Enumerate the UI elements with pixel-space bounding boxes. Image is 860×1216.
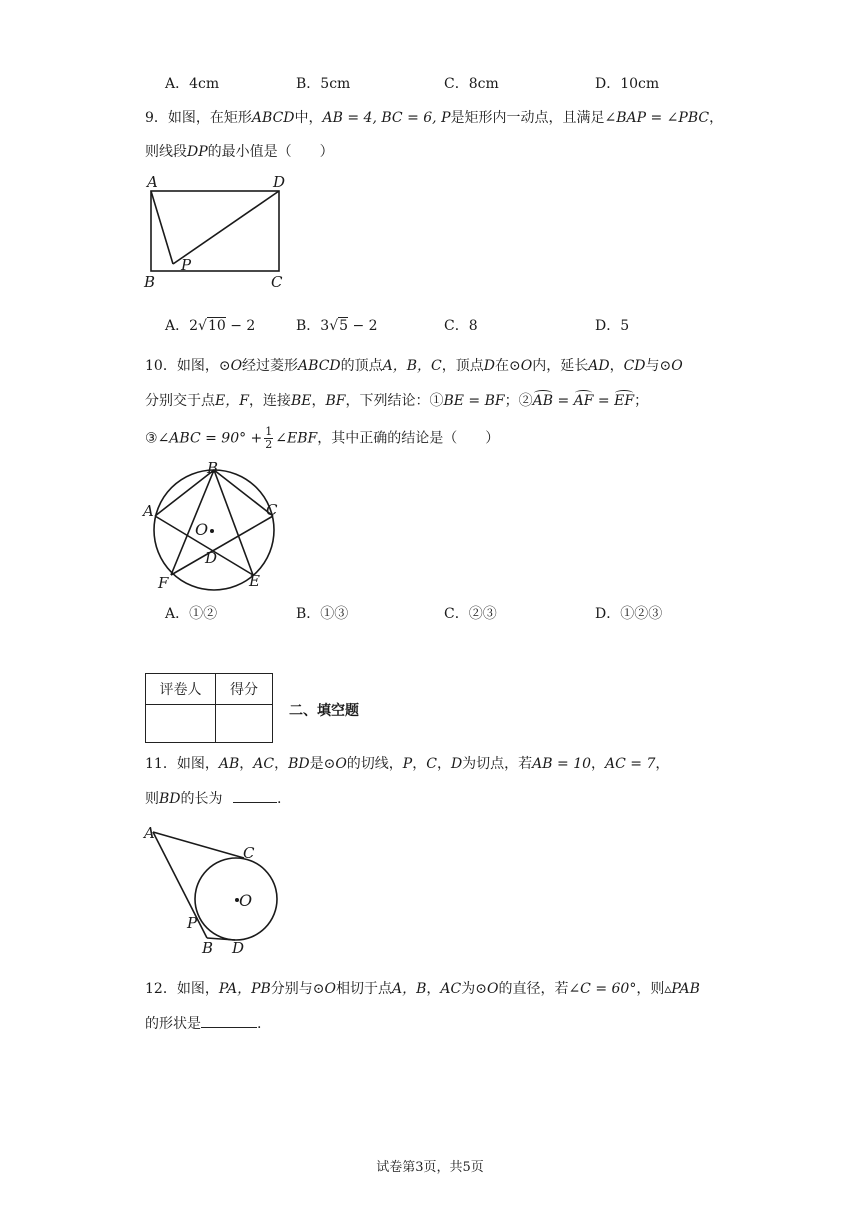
q11-ab: AB [218,756,240,772]
q10-label-c: C [266,501,278,519]
q9-segment-ap [151,191,173,264]
q10-conclusion-1: BE = BF [443,393,505,409]
q11-ac: AC [253,756,275,772]
q10-text: 与⊙ [645,358,672,374]
q11-p: P [402,756,413,772]
q11-label-b: B [202,939,214,957]
score-table-grader-header: 评卷人 [146,674,216,705]
q12-ac: AC [440,981,462,997]
q10-rhombus: ABCD [298,358,341,374]
q11-text: 是⊙ [309,756,336,772]
page-footer: 试卷第3页，共5页 [376,1160,484,1175]
q12-text: 为⊙ [461,981,487,997]
q10-text: 经过菱形 [242,358,299,374]
q10-be: BE [290,393,312,409]
q9-option-a: A．2√10 − 2 [165,318,256,334]
q10-ef: E，F [215,393,249,409]
q9-text: 的最小值是（ ） [207,144,334,160]
q8-option-b: B．5cm [296,76,351,92]
q10-text: 如图，⊙ [176,358,231,374]
q10-text: ，下列结论：① [345,393,444,409]
q12-pa-pb: PA，PB [218,981,271,997]
q12-text: 的形状是 [145,1016,201,1032]
q10-circle-figure [140,455,290,595]
q10-label-b: B [207,459,219,477]
q12-answer-blank[interactable] [201,1015,257,1028]
q9-text: 则线段 [145,144,187,160]
q12-number: 12． [145,981,177,997]
q10-option-a: A．①② [165,606,218,622]
q11-label-p: P [187,914,198,932]
q10-text: 内，延长 [532,358,589,374]
q10-text: ， [609,358,624,374]
q10-text: ； [634,393,649,409]
q11-number: 11． [145,756,177,772]
q11-text: 如图， [176,756,219,772]
q11-tangent-figure [140,820,290,960]
q12-text: ， [426,981,441,997]
q11-tangent-ab [153,832,207,938]
q9-option-b: B．3√5 − 2 [296,318,378,334]
q12-text: ，则 [636,981,665,997]
q10-option-d: D．①②③ [595,606,663,622]
q10-arc-ef: EF [614,393,635,409]
q10-fraction [264,426,273,451]
q12-text: 相切于点 [336,981,392,997]
q9-option-b-radicand: 5 [339,318,349,334]
q8-option-c: C．8cm [444,76,499,92]
q10-option-b: B．①③ [296,606,349,622]
q9-rectangle-figure [140,170,300,295]
q8-option-d: D．10cm [595,76,660,92]
q12-o: O [324,981,336,997]
q10-stem-line-1 [145,355,683,375]
q10-fraction-num: 1 [265,425,273,438]
score-table [145,673,273,743]
q9-text: ， [709,110,724,126]
q9-text: 中， [294,110,323,126]
q10-line-cf [171,516,273,575]
q10-cd: CD [623,358,646,374]
q11-text: 的切线， [346,756,403,772]
q9-label-d: D [273,173,286,191]
q10-eq: = [553,393,574,409]
q10-text: ，其中正确的结论是（ ） [317,430,500,447]
q10-text: ，连接 [248,393,291,409]
q9-label-b: B [144,273,156,291]
q10-d: D [483,358,496,374]
q9-text: 是矩形内一动点，且满足 [450,110,605,126]
q10-label-o: O [195,520,209,539]
q10-bf: BF [325,393,346,409]
q10-text: 分别交于点 [145,393,215,409]
q11-text: . [276,791,282,807]
section-title: 二、填空题 [289,703,359,719]
q11-text: 的长为 [180,791,223,807]
q11-stem-line-2 [145,788,281,808]
q11-bd: BD [288,756,310,772]
q9-number: 9． [145,110,168,126]
q11-label-o: O [239,891,253,910]
q11-label-d: D [232,939,245,957]
q9-angle-condition: ∠BAP = ∠PBC [604,110,710,126]
q11-stem-line-1 [145,753,669,773]
q10-o: O [671,358,683,374]
q9-label-p: P [181,256,192,274]
q10-text: 在⊙ [495,358,521,374]
q11-condition-1: AB = 10 [532,756,592,772]
q9-option-b-prefix: B．3 [296,318,330,334]
q10-text: ， [311,393,326,409]
q11-condition-2: AC = 7 [605,756,656,772]
q10-o: O [230,358,243,374]
q11-o: O [335,756,347,772]
q10-label-d: D [205,549,218,567]
q11-sep: ， [591,756,606,772]
q9-segment-pd [173,191,279,264]
q11-label-a: A [144,824,155,842]
q11-c: C [426,756,437,772]
q9-rect-abcd [151,191,279,271]
q10-eq: = [593,393,615,409]
q9-text: 如图，在矩形 [167,110,252,126]
q9-option-d: D．5 [595,318,630,334]
q11-sep: ， [412,756,427,772]
q10-label-e: E [249,572,260,590]
q10-text: ，顶点 [441,358,484,374]
q10-label-a: A [143,502,154,520]
q12-stem-line-2 [145,1013,261,1033]
q10-stem-line-2 [145,390,648,410]
q9-option-a-prefix: A．2 [165,318,199,334]
q10-arc-ab: AB [532,393,554,409]
q11-bd: BD [159,791,181,807]
q11-text: 为切点，若 [462,756,533,772]
q12-text: 的直径，若 [498,981,569,997]
q11-sep: ， [436,756,451,772]
q10-text: ③ [145,430,158,447]
q11-d: D [450,756,463,772]
q9-label-c: C [271,273,283,291]
q9-option-a-radicand: 10 [207,318,226,334]
score-table-score-cell[interactable] [216,705,273,743]
q12-stem-line-1 [145,978,700,998]
q11-label-c: C [243,844,255,862]
q11-text: ， [655,756,670,772]
q10-conclusion-3a: ∠ABC = 90° + [157,430,263,447]
q9-segment: DP [187,144,208,160]
q10-conclusion-3b: ∠EBF [275,430,318,447]
q9-rect: ABCD [251,110,295,126]
q10-text: 的顶点 [340,358,383,374]
q10-label-f: F [158,574,169,592]
q9-option-b-suffix: − 2 [348,318,378,334]
q9-option-c: C．8 [444,318,478,334]
q12-text: 如图， [176,981,219,997]
q12-o: O [486,981,499,997]
q12-triangle: ▵PAB [664,981,700,997]
q10-stem-line-3 [145,426,499,451]
q11-tangent-ac [153,832,244,858]
q9-stem-line-1 [145,107,723,127]
q10-o: O [520,358,533,374]
q10-option-c: C．②③ [444,606,497,622]
score-table-score-header: 得分 [216,674,273,705]
q10-center-dot [210,529,214,533]
q10-arc-af: AF [573,393,594,409]
q10-text: ；② [504,393,533,409]
q10-number: 10． [145,358,177,374]
q11-sep: ， [274,756,289,772]
q9-condition: AB = 4, BC = 6, P [322,110,451,126]
q12-text: 分别与⊙ [270,981,325,997]
q10-ad: AD [588,358,610,374]
q9-option-a-suffix: − 2 [225,318,256,334]
q12-ab: A，B [392,981,427,997]
q11-text: 则 [145,791,159,807]
q12-condition: ∠C = 60° [568,981,637,997]
q11-answer-blank[interactable] [233,790,277,803]
q9-stem-line-2 [145,141,334,161]
score-table-grader-cell[interactable] [146,705,216,743]
q11-sep: ， [239,756,254,772]
q12-text: . [257,1016,262,1032]
q10-fraction-den: 2 [265,438,273,451]
q10-points: A，B，C [382,358,442,374]
q8-option-a: A．4cm [165,76,220,92]
q9-label-a: A [147,173,158,191]
